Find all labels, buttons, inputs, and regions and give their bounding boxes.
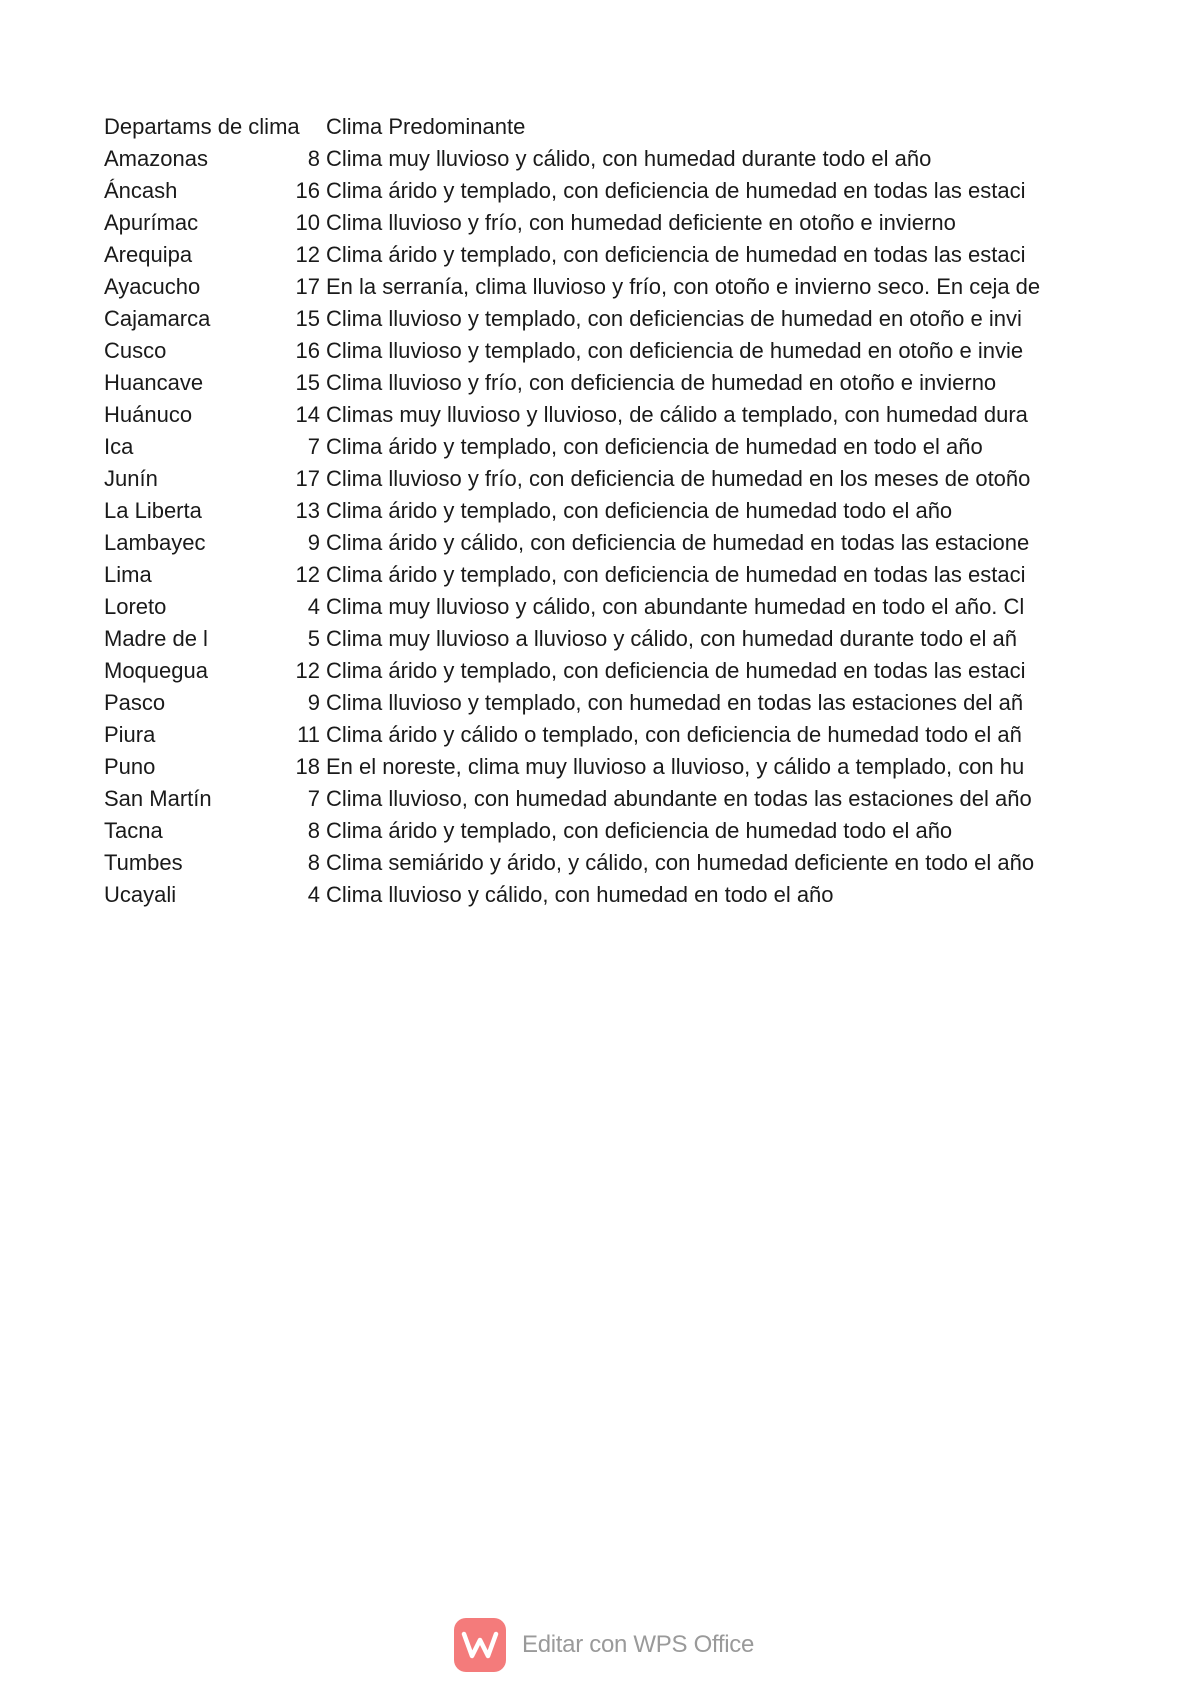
cell-numero: 5 xyxy=(307,626,320,651)
table-row xyxy=(104,335,1094,367)
cell-numero: 9 xyxy=(307,530,320,555)
table-row xyxy=(104,303,1094,335)
cell-departamento: Puno xyxy=(104,754,156,779)
table-row xyxy=(104,239,1094,271)
table-row xyxy=(104,463,1094,495)
cell-clima: En el noreste, clima muy lluvioso a lluvioso, y cálido a templado, con hu xyxy=(326,754,1025,779)
table-row xyxy=(104,783,1094,815)
table-row xyxy=(104,879,1094,911)
table-row xyxy=(104,687,1094,719)
wps-footer[interactable] xyxy=(454,1617,754,1673)
cell-clima: Clima lluvioso y frío, con deficiencia de humedad en los meses de otoño xyxy=(326,466,1031,491)
table-row xyxy=(104,623,1094,655)
wps-footer-label: Editar con WPS Office xyxy=(522,1631,755,1658)
cell-departamento: Junín xyxy=(104,466,158,491)
cell-numero: 16 xyxy=(295,338,320,363)
cell-numero: 14 xyxy=(295,402,320,427)
cell-departamento: Amazonas xyxy=(104,146,208,171)
cell-clima: Clima lluvioso y frío, con deficiencia de humedad en otoño e invierno xyxy=(326,370,997,395)
cell-departamento: Tumbes xyxy=(104,850,183,875)
table-row xyxy=(104,847,1094,879)
cell-clima: En la serranía, clima lluvioso y frío, con otoño e invierno seco. En ceja de xyxy=(326,274,1041,299)
cell-numero: 4 xyxy=(307,882,320,907)
cell-clima: Clima árido y templado, con deficiencia de humedad en todas las estaci xyxy=(326,562,1026,587)
cell-departamento: Moquegua xyxy=(104,658,208,683)
cell-clima: Clima lluvioso y templado, con deficiencia de humedad en otoño e invie xyxy=(326,338,1024,363)
cell-clima: Clima árido y templado, con deficiencia de humedad en todas las estaci xyxy=(326,242,1026,267)
cell-clima: Clima lluvioso y templado, con humedad en todas las estaciones del añ xyxy=(326,690,1024,715)
cell-numero: 17 xyxy=(295,274,320,299)
cell-numero: 10 xyxy=(295,210,320,235)
cell-departamento: Arequipa xyxy=(104,242,193,267)
cell-clima: Clima lluvioso y frío, con humedad deficiente en otoño e invierno xyxy=(326,210,956,235)
cell-clima: Clima muy lluvioso a lluvioso y cálido, con humedad durante todo el añ xyxy=(326,626,1017,651)
table-row xyxy=(104,175,1094,207)
cell-numero: 7 xyxy=(307,786,320,811)
cell-departamento: Ica xyxy=(104,434,134,459)
cell-departamento: Loreto xyxy=(104,594,167,619)
cell-numero: 8 xyxy=(307,850,320,875)
cell-departamento: Ayacucho xyxy=(104,274,201,299)
cell-departamento: Pasco xyxy=(104,690,166,715)
cell-departamento: Lima xyxy=(104,562,152,587)
table-row xyxy=(104,559,1094,591)
cell-numero: 12 xyxy=(295,242,320,267)
cell-clima: Clima lluvioso y cálido, con humedad en todo el año xyxy=(326,882,834,907)
table-row xyxy=(104,431,1094,463)
table-row xyxy=(104,143,1094,175)
cell-clima: Clima árido y templado, con deficiencia de humedad en todas las estaci xyxy=(326,178,1026,203)
cell-clima: Clima lluvioso, con humedad abundante en todas las estaciones del año xyxy=(326,786,1032,811)
cell-numero: 18 xyxy=(295,754,320,779)
cell-numero: 11 xyxy=(297,722,320,747)
cell-numero: 15 xyxy=(295,370,320,395)
cell-numero: 12 xyxy=(295,562,320,587)
cell-clima: Clima semiárido y árido, y cálido, con humedad deficiente en todo el año xyxy=(326,850,1035,875)
cell-departamento: Cusco xyxy=(104,338,167,363)
cell-numero: 8 xyxy=(307,818,320,843)
cell-clima: Clima árido y templado, con deficiencia de humedad todo el año xyxy=(326,818,953,843)
table-row xyxy=(104,207,1094,239)
wps-logo-icon xyxy=(454,1618,506,1672)
cell-clima: Clima muy lluvioso y cálido, con abundante humedad en todo el año. Cl xyxy=(326,594,1025,619)
cell-clima: Clima árido y cálido o templado, con deficiencia de humedad todo el añ xyxy=(326,722,1022,747)
table-row xyxy=(104,719,1094,751)
cell-departamento: Tacna xyxy=(104,818,163,843)
table-body xyxy=(104,143,1094,911)
cell-numero: 13 xyxy=(295,498,320,523)
cell-numero: 7 xyxy=(307,434,320,459)
cell-clima: Clima árido y templado, con deficiencia de humedad en todas las estaci xyxy=(326,658,1026,683)
table-row xyxy=(104,591,1094,623)
cell-numero: 8 xyxy=(307,146,320,171)
spreadsheet-table xyxy=(104,111,1094,911)
cell-departamento: Huancave xyxy=(104,370,204,395)
table-row xyxy=(104,399,1094,431)
table-row xyxy=(104,527,1094,559)
cell-departamento: Áncash xyxy=(104,178,178,203)
table-row xyxy=(104,655,1094,687)
cell-departamento: Cajamarca xyxy=(104,306,211,331)
cell-departamento: San Martín xyxy=(104,786,212,811)
cell-departamento: Huánuco xyxy=(104,402,193,427)
cell-clima: Clima árido y templado, con deficiencia de humedad todo el año xyxy=(326,498,953,523)
table-row xyxy=(104,495,1094,527)
cell-clima: Clima árido y cálido, con deficiencia de humedad en todas las estacione xyxy=(326,530,1030,555)
cell-numero: 15 xyxy=(295,306,320,331)
cell-departamento: Piura xyxy=(104,722,156,747)
cell-departamento: Apurímac xyxy=(104,210,199,235)
cell-numero: 9 xyxy=(307,690,320,715)
table-row xyxy=(104,271,1094,303)
table-header-row xyxy=(104,111,1094,143)
cell-numero: 16 xyxy=(295,178,320,203)
cell-clima: Clima lluvioso y templado, con deficiencias de humedad en otoño e invi xyxy=(326,306,1022,331)
cell-numero: 17 xyxy=(295,466,320,491)
cell-clima: Clima muy lluvioso y cálido, con humedad durante todo el año xyxy=(326,146,932,171)
cell-departamento: Madre de l xyxy=(104,626,208,651)
header-clima: Clima Predominante xyxy=(326,114,526,139)
cell-numero: 12 xyxy=(295,658,320,683)
cell-departamento: Ucayali xyxy=(104,882,177,907)
cell-clima: Climas muy lluvioso y lluvioso, de cálido a templado, con humedad dura xyxy=(326,402,1028,427)
cell-clima: Clima árido y templado, con deficiencia de humedad en todo el año xyxy=(326,434,983,459)
table-row xyxy=(104,815,1094,847)
table-row xyxy=(104,367,1094,399)
cell-departamento: Lambayec xyxy=(104,530,206,555)
table-row xyxy=(104,751,1094,783)
cell-numero: 4 xyxy=(307,594,320,619)
header-departamento: Departams de clima xyxy=(104,114,300,139)
cell-departamento: La Liberta xyxy=(104,498,202,523)
